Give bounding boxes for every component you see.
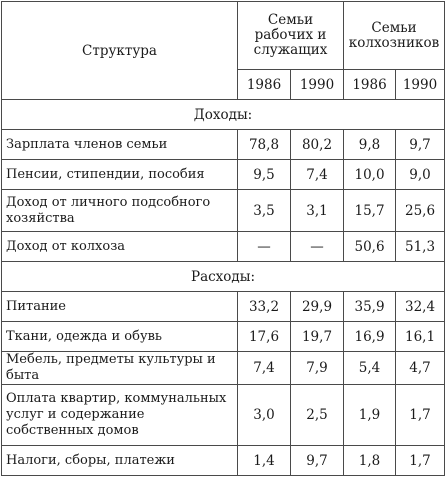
row-label: Оплата квартир, коммунальных услуг и содержание собственных домов [2, 385, 238, 446]
table-row [2, 446, 445, 476]
row-label: Доход от колхоза [2, 232, 238, 262]
row-value: 1,9 [344, 385, 396, 446]
row-value: — [291, 232, 344, 262]
header-structure: Структура [2, 2, 238, 100]
row-value: 51,3 [396, 232, 445, 262]
row-value: 9,8 [344, 130, 396, 160]
row-value: 2,5 [291, 385, 344, 446]
row-label: Мебель, предметы культуры и быта [2, 352, 238, 385]
row-value: 9,7 [396, 130, 445, 160]
row-label: Пенсии, стипендии, пособия [2, 160, 238, 190]
row-value: — [238, 232, 291, 262]
row-value: 1,7 [396, 446, 445, 476]
table-row [2, 352, 445, 385]
row-label: Доход от личного подсобного хозяйства [2, 190, 238, 232]
family-budget-table [1, 1, 445, 476]
row-value: 7,9 [291, 352, 344, 385]
row-value: 78,8 [238, 130, 291, 160]
row-label: Налоги, сборы, платежи [2, 446, 238, 476]
table-row [2, 232, 445, 262]
section-row-income [2, 100, 445, 130]
row-value: 4,7 [396, 352, 445, 385]
row-value: 5,4 [344, 352, 396, 385]
row-label: Ткани, одежда и обувь [2, 322, 238, 352]
row-value: 9,5 [238, 160, 291, 190]
row-value: 17,6 [238, 322, 291, 352]
row-value: 15,7 [344, 190, 396, 232]
row-value: 3,1 [291, 190, 344, 232]
header-group-kolkhoz: Семьи колхозников [344, 2, 445, 70]
row-value: 9,7 [291, 446, 344, 476]
table-row [2, 385, 445, 446]
table-row [2, 160, 445, 190]
row-value: 7,4 [291, 160, 344, 190]
row-value: 19,7 [291, 322, 344, 352]
row-value: 1,7 [396, 385, 445, 446]
row-value: 33,2 [238, 292, 291, 322]
header-row [2, 2, 445, 70]
header-year: 1986 [344, 70, 396, 100]
row-value: 35,9 [344, 292, 396, 322]
row-value: 1,8 [344, 446, 396, 476]
section-expenses: Расходы: [2, 262, 445, 292]
header-year: 1990 [291, 70, 344, 100]
header-year: 1986 [238, 70, 291, 100]
row-value: 80,2 [291, 130, 344, 160]
row-value: 1,4 [238, 446, 291, 476]
row-value: 50,6 [344, 232, 396, 262]
table-row [2, 292, 445, 322]
row-label: Зарплата членов семьи [2, 130, 238, 160]
section-income: Доходы: [2, 100, 445, 130]
row-value: 10,0 [344, 160, 396, 190]
row-value: 9,0 [396, 160, 445, 190]
table-row [2, 322, 445, 352]
row-value: 3,0 [238, 385, 291, 446]
table-row [2, 130, 445, 160]
row-value: 16,9 [344, 322, 396, 352]
row-value: 32,4 [396, 292, 445, 322]
section-row-expenses [2, 262, 445, 292]
row-value: 25,6 [396, 190, 445, 232]
row-value: 7,4 [238, 352, 291, 385]
row-value: 16,1 [396, 322, 445, 352]
row-label: Питание [2, 292, 238, 322]
header-group-workers: Семьи рабочих и служащих [238, 2, 344, 70]
row-value: 3,5 [238, 190, 291, 232]
table-row [2, 190, 445, 232]
row-value: 29,9 [291, 292, 344, 322]
header-year: 1990 [396, 70, 445, 100]
